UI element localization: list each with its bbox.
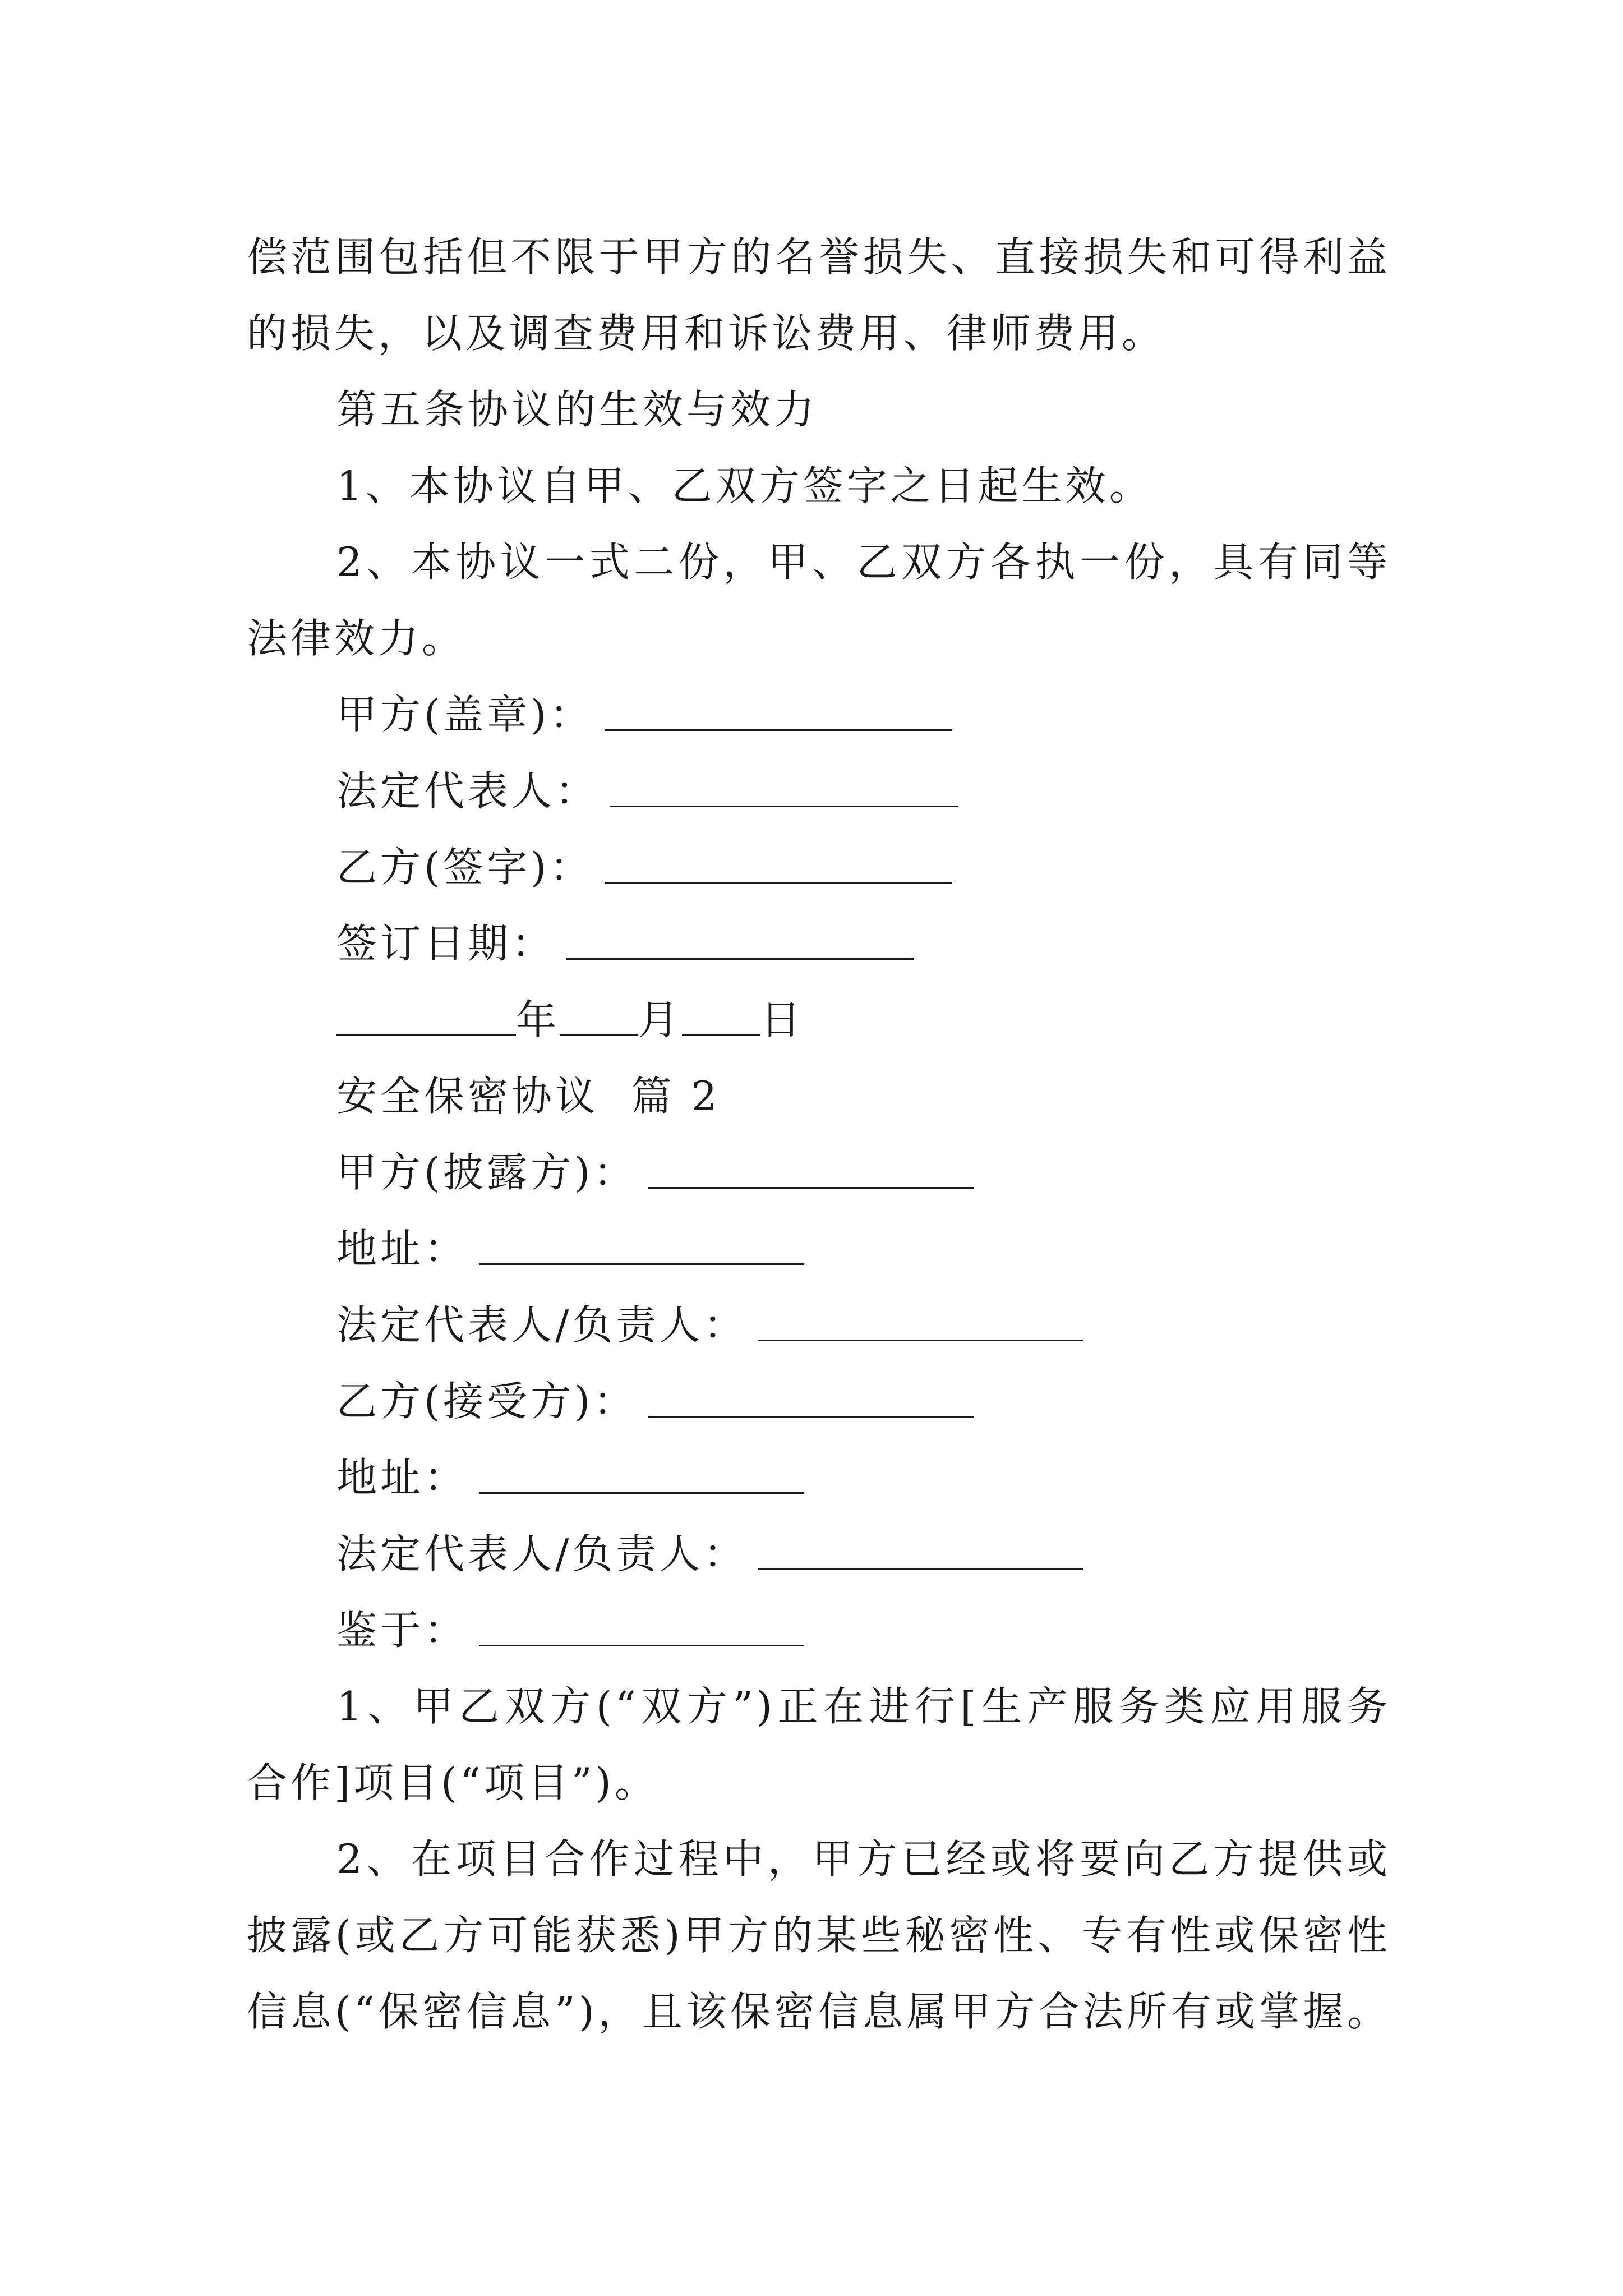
fill-blank [566,918,914,960]
paragraph-line: 的损失，以及调查费用和诉讼费用、律师费用。 [247,310,1166,357]
date-unit: 日 [760,996,805,1043]
date-unit: 月 [638,996,683,1043]
section-heading: 第五条协议的生效与效力 [336,386,818,433]
field-row-whereas [247,1592,1391,1668]
field-label: 法定代表人/负责人： [336,1530,748,1577]
field-row-address [247,1439,1391,1516]
fill-blank [648,1375,974,1418]
paragraph-line: 2、本协议一式二份，甲、乙双方各执一份，具有同等 [336,539,1391,586]
paragraph-line: 法律效力。 [247,615,466,662]
fill-blank [560,994,638,1036]
date-row [247,982,1391,1058]
signature-row-legal-rep [247,753,1391,829]
fill-blank [479,1452,804,1494]
document-page [247,219,1391,2050]
paragraph-line: 合作]项目(“项目”)。 [247,1759,658,1806]
signature-row-party-a [247,677,1391,753]
field-label: 法定代表人： [336,767,600,815]
paragraph-line: 披露(或乙方可能获悉)甲方的某些秘密性、专有性或保密性 [247,1912,1391,1959]
field-row-rep [247,1516,1391,1592]
date-unit: 年 [516,996,560,1043]
paragraph-line: 1、甲乙双方(“双方”)正在进行[生产服务类应用服务 [336,1683,1391,1730]
field-label: 法定代表人/负责人： [336,1301,748,1349]
paragraph-line: 偿范围包括但不限于甲方的名誉损失、直接损失和可得利益 [247,233,1391,280]
field-row-party-b [247,1363,1391,1439]
fill-blank [682,994,760,1036]
field-row-address [247,1211,1391,1287]
paragraph-line: 2、在项目合作过程中，甲方已经或将要向乙方提供或 [336,1835,1391,1883]
signature-row-date [247,905,1391,982]
field-label: 签订日期： [336,920,556,967]
field-label: 乙方(签字)： [336,844,594,891]
fill-blank [479,1604,804,1646]
field-label: 乙方(接受方)： [336,1378,638,1425]
field-label: 甲方(盖章)： [336,691,594,738]
paragraph-line: 信息(“保密信息”)，且该保密信息属甲方合法所有或掌握。 [247,1988,1391,2035]
field-row-party-a [247,1134,1391,1211]
fill-blank [605,689,952,731]
document-title: 安全保密协议 篇 2 [336,1073,721,1120]
field-row-rep [247,1287,1391,1363]
fill-blank [336,994,516,1036]
signature-row-party-b [247,829,1391,905]
fill-blank [758,1299,1083,1341]
fill-blank [648,1147,974,1189]
paragraph-line: 1、本协议自甲、乙双方签字之日起生效。 [336,462,1153,509]
fill-blank [479,1223,804,1265]
fill-blank [610,765,958,807]
fill-blank [758,1528,1083,1570]
field-label: 鉴于： [336,1607,468,1654]
field-label: 地址： [336,1225,468,1272]
field-label: 甲方(披露方)： [336,1149,638,1196]
fill-blank [605,841,952,884]
field-label: 地址： [336,1454,468,1501]
